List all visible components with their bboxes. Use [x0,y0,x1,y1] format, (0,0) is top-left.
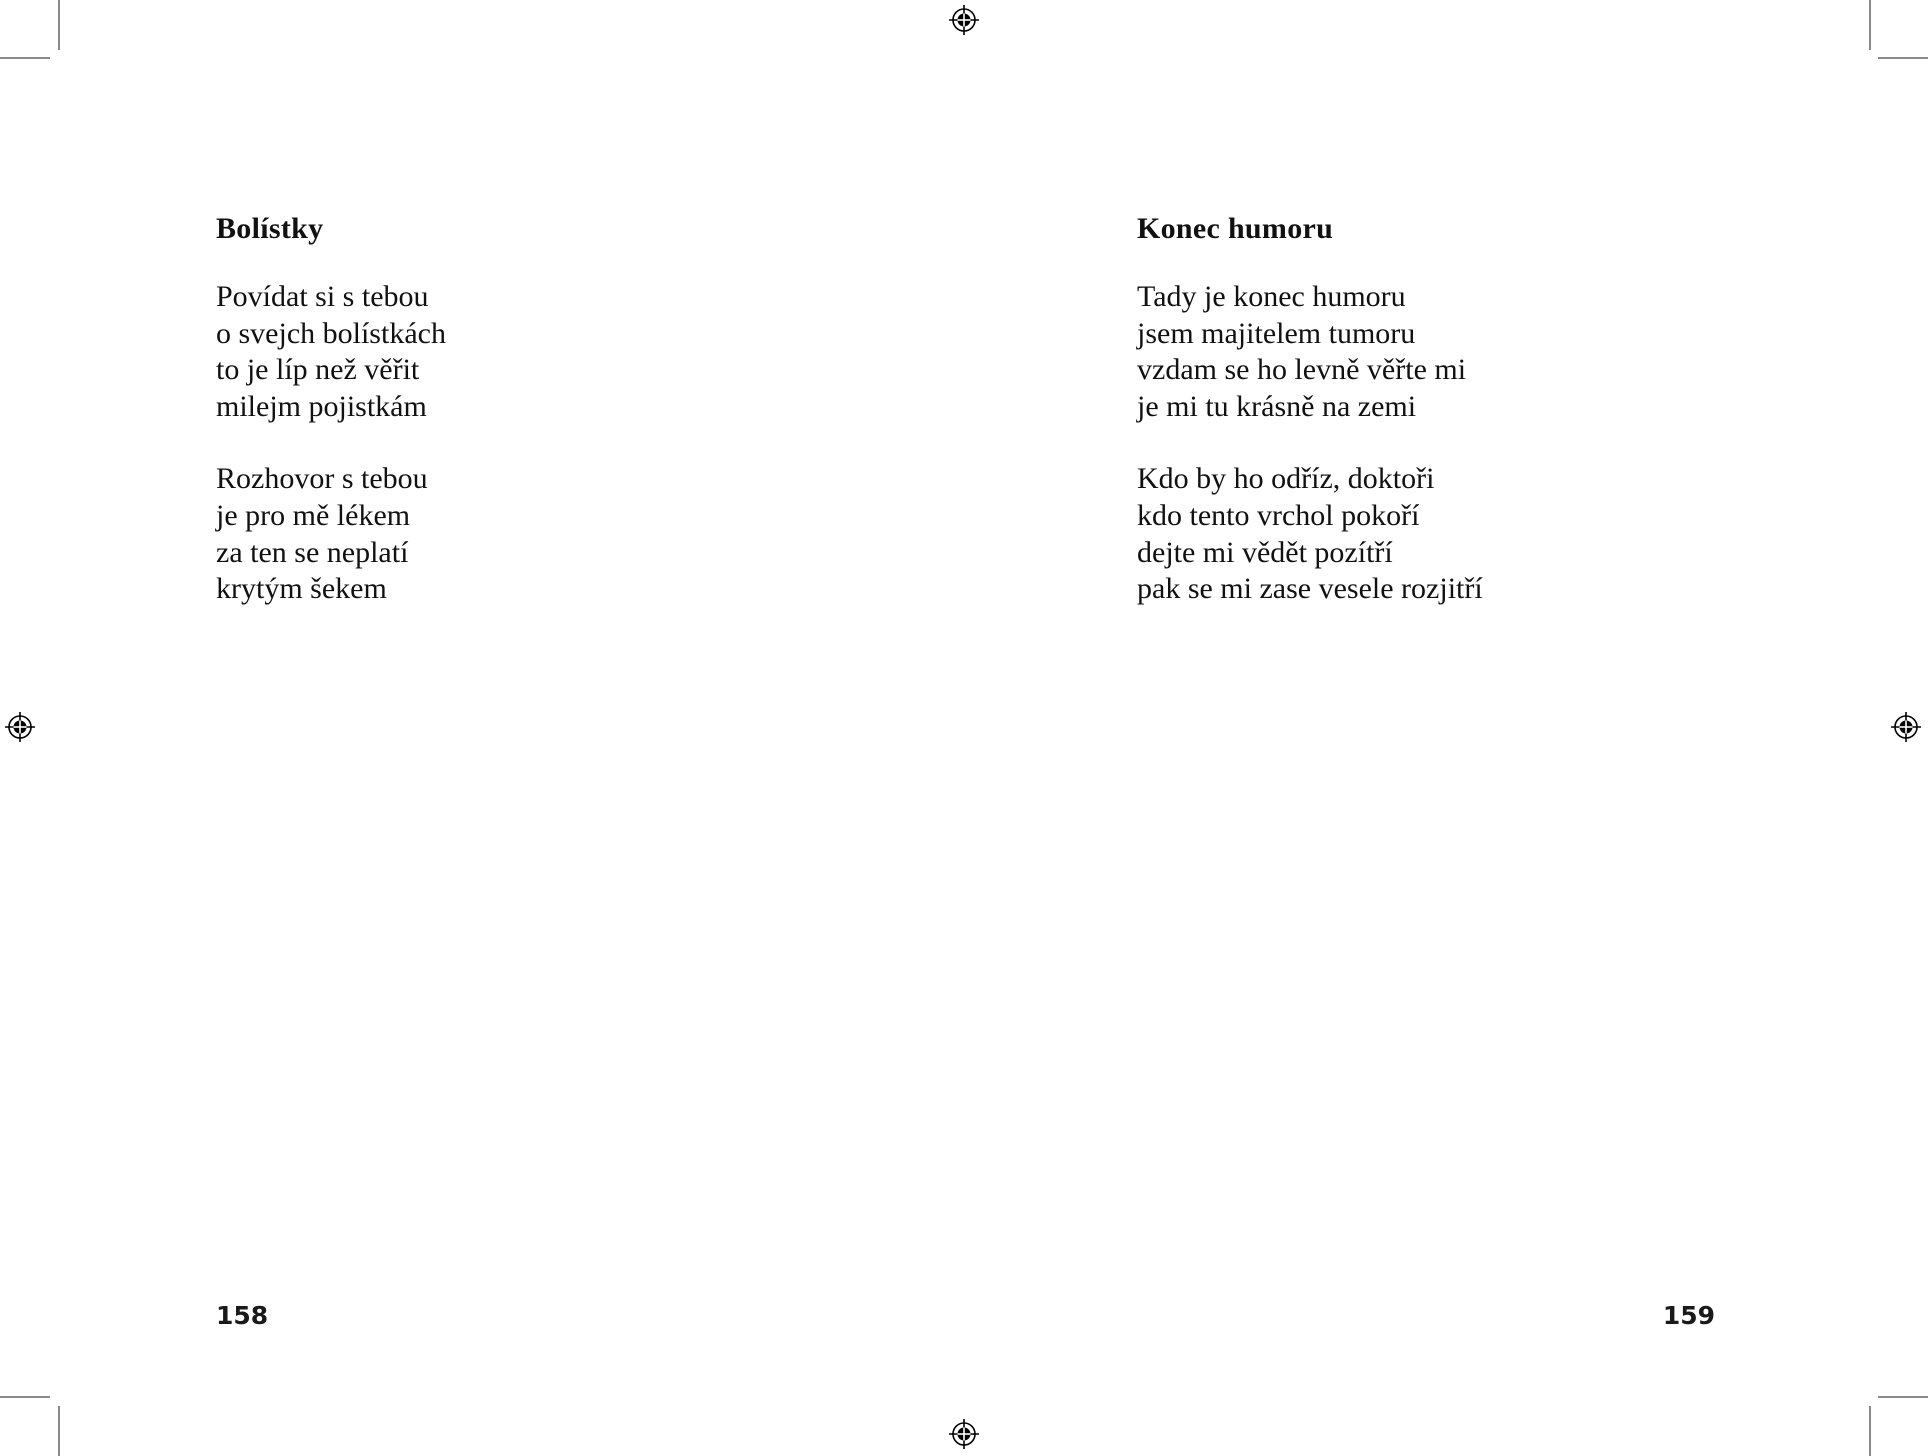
verse-line: je pro mě lékem [216,498,411,532]
crop-mark-bottom-right-vertical [1869,1406,1871,1456]
crop-mark-top-right-vertical [1869,0,1871,50]
stanza-1 [216,279,446,425]
verse-line: kdo tento vrchol pokoří [1137,498,1420,532]
verse-line: to je líp než věřit [216,353,420,387]
verse-line: je mi tu krásně na zemi [1137,389,1417,423]
stanza-1 [1137,279,1483,425]
verse-line: vzdam se ho levně věřte mi [1137,353,1467,387]
stanza-2 [1137,461,1483,607]
verse-line: krytým šekem [216,572,387,606]
page-number: 159 [1662,1301,1715,1330]
verse-line: Tady je konec humoru [1137,280,1406,313]
registration-target-icon [948,1418,980,1450]
crop-mark-bottom-left-horizontal [0,1396,50,1398]
registration-target-icon [948,4,980,36]
verse-line: milejm pojistkám [216,389,427,423]
verse-line: za ten se neplatí [216,535,409,569]
crop-mark-top-left-horizontal [0,57,50,59]
crop-mark-bottom-left-vertical [58,1406,60,1456]
verse-line: o svejch bolístkách [216,316,446,350]
verse-line: dejte mi vědět pozítří [1137,535,1393,569]
stanza-2 [216,461,446,607]
verse-line: pak se mi zase vesele rozjitří [1137,572,1483,606]
poem-title: Konec humoru [1137,212,1334,245]
registration-target-icon [1890,711,1922,743]
registration-target-icon [4,711,36,743]
crop-mark-top-right-horizontal [1878,57,1928,59]
verse-line: jsem majitelem tumoru [1137,316,1416,350]
poem-konec-humoru [1137,205,1483,644]
page-number: 158 [216,1301,269,1330]
poem-title: Bolístky [216,212,324,245]
verse-line: Povídat si s tebou [216,280,429,313]
crop-mark-top-left-vertical [58,0,60,50]
verse-line: Rozhovor s tebou [216,462,428,496]
verse-line: Kdo by ho odříz, doktoři [1137,462,1435,496]
crop-mark-bottom-right-horizontal [1878,1396,1928,1398]
right-page [964,0,1928,1456]
poem-bolistky [216,205,446,644]
